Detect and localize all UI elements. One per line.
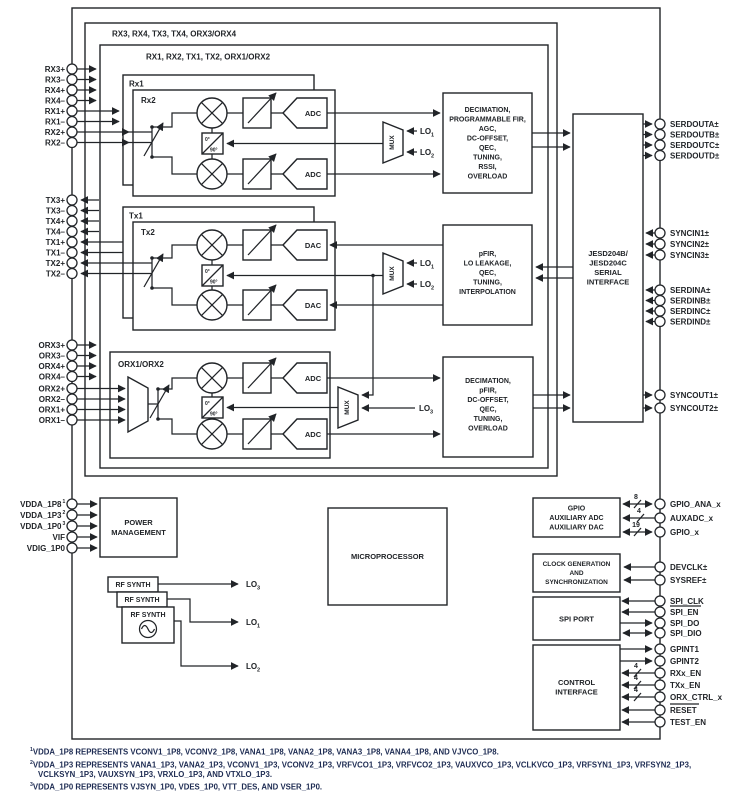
lo2-label: LO xyxy=(246,662,258,671)
pin xyxy=(67,351,77,361)
control-line: INTERFACE xyxy=(555,687,598,697)
pin xyxy=(67,106,77,116)
lo1-sub: 1 xyxy=(431,264,435,271)
pin-label: SERDINC± xyxy=(670,306,711,316)
adc-label: ADC xyxy=(304,430,322,439)
tx-dsp-line: INTERPOLATION xyxy=(459,289,516,296)
pin-label: VIF xyxy=(52,532,65,542)
pin xyxy=(655,140,665,150)
pin xyxy=(67,96,77,106)
pin-label: DEVCLK± xyxy=(670,562,708,572)
rx-dsp-line: QEC, xyxy=(478,145,497,152)
lo3-label: LO xyxy=(246,580,258,589)
pin-label: SPI_CLK xyxy=(670,596,704,606)
pin xyxy=(655,596,665,606)
pin-label: SYNCIN3± xyxy=(670,250,710,260)
footnote-sup: 2 xyxy=(30,759,33,766)
pin xyxy=(655,306,665,316)
clock-line: SYNCHRONIZATION xyxy=(545,579,608,586)
pin xyxy=(655,644,665,654)
pin xyxy=(67,340,77,350)
power-line: MANAGEMENT xyxy=(111,528,166,537)
rx1-label: Rx1 xyxy=(129,79,144,89)
lo2-sub: 2 xyxy=(257,667,261,674)
gpio-line: GPIO xyxy=(567,505,586,513)
bus-width-label: 4 xyxy=(634,675,638,682)
pin-label: TX1+ xyxy=(45,237,65,247)
pin-label: VDDA_1P3 xyxy=(20,510,62,520)
pin xyxy=(655,618,665,628)
pin-label: SERDINA± xyxy=(670,285,711,295)
pin xyxy=(67,64,77,74)
lo2-label: LO xyxy=(420,148,432,157)
pin-label: SERDINB± xyxy=(670,296,711,306)
bus-width-label: 4 xyxy=(634,663,638,670)
pin-label: SERDOUTA± xyxy=(670,119,719,129)
pin-label: SYNCIN1± xyxy=(670,228,710,238)
pin xyxy=(67,248,77,258)
lo3-sub: 3 xyxy=(430,409,434,416)
mixer-icon xyxy=(197,98,227,128)
pin-label: RX1+ xyxy=(44,106,65,116)
pin xyxy=(655,499,665,509)
pin-label: ORX3+ xyxy=(38,340,65,350)
pin xyxy=(655,513,665,523)
pin xyxy=(655,151,665,161)
pin-label: RX2+ xyxy=(44,127,65,137)
pin xyxy=(67,258,77,268)
footnote-1 xyxy=(30,745,725,758)
pin-label: GPINT2 xyxy=(670,656,699,666)
pin xyxy=(67,206,77,216)
clock-line: CLOCK GENERATION xyxy=(542,561,611,568)
pin-label: ORX2+ xyxy=(38,384,65,394)
dac-label: DAC xyxy=(304,241,322,250)
phase-0-label: 0° xyxy=(205,401,210,407)
spi-label: SPI PORT xyxy=(558,614,595,624)
orx-dsp-line: pFIR, xyxy=(479,387,497,395)
pin xyxy=(655,527,665,537)
pin xyxy=(655,239,665,249)
mux-label: MUX xyxy=(389,135,396,150)
pin xyxy=(67,195,77,205)
pin-label: TX2+ xyxy=(45,258,65,268)
pin xyxy=(67,372,77,382)
lo1-label: LO xyxy=(420,127,432,136)
clock-line: AND xyxy=(569,570,584,577)
phase-90-label: 90° xyxy=(210,147,218,154)
pin-label: ORX4+ xyxy=(38,361,65,371)
rx-dsp-line: AGC, xyxy=(478,126,497,133)
rf-synth-label: RF SYNTH xyxy=(124,597,160,604)
rf-synth-label: RF SYNTH xyxy=(115,582,151,589)
pin-label: SERDOUTB± xyxy=(670,130,720,140)
microprocessor-label: MICROPROCESSOR xyxy=(351,552,424,561)
bus-width-label: 8 xyxy=(634,494,638,501)
adc-label: ADC xyxy=(304,170,322,179)
control-line: CONTROL xyxy=(557,678,596,687)
footnote-text: VDDA_1P8 REPRESENTS VCONV1_1P8, VCONV2_1P8, VANA1_1P8, VANA2_1P8, VANA3_1P8, VANA4_1P8, AND VJVCO_1P8. xyxy=(32,747,499,757)
pin xyxy=(655,692,665,702)
phase-0-label: 0° xyxy=(205,269,210,275)
pin-label: TX3+ xyxy=(45,195,65,205)
pin xyxy=(655,705,665,715)
pin-label: ORX2– xyxy=(38,394,65,404)
tx-dsp-line: LO LEAKAGE, xyxy=(463,260,512,268)
pin xyxy=(67,543,77,553)
pin-label: SERDOUTD± xyxy=(670,151,720,161)
pin-label: SPI_DO xyxy=(670,618,700,628)
pin-label: TXx_EN xyxy=(670,680,701,690)
orx-label: ORX1/ORX2 xyxy=(118,360,164,369)
pin xyxy=(655,680,665,690)
pin xyxy=(655,285,665,295)
lo1-label: LO xyxy=(420,259,432,268)
pin xyxy=(655,130,665,140)
gpio-line: AUXILIARY ADC xyxy=(549,515,604,522)
pin xyxy=(655,403,665,413)
pin-label: RESET xyxy=(670,705,697,715)
lo2-sub: 2 xyxy=(431,153,435,160)
bus-width-label: 4 xyxy=(634,687,638,694)
pin xyxy=(67,510,77,520)
rx-dsp-line: DC-OFFSET, xyxy=(466,135,509,143)
pin-label: TX1– xyxy=(45,248,65,258)
rf-synth-label: RF SYNTH xyxy=(130,612,166,619)
rx-dsp-line: PROGRAMMABLE FIR, xyxy=(449,116,526,124)
pin xyxy=(655,717,665,727)
pin xyxy=(67,415,77,425)
pin-label: ORX4– xyxy=(38,372,65,382)
pin xyxy=(655,656,665,666)
pin-label: VDDA_1P0 xyxy=(20,521,62,531)
pin-label: RXx_EN xyxy=(670,668,702,678)
pin xyxy=(67,117,77,127)
pin-label: SYSREF± xyxy=(670,575,707,585)
mixer-icon xyxy=(197,419,227,449)
group-label-ch34: RX3, RX4, TX3, TX4, ORX3/ORX4 xyxy=(112,29,237,39)
orx-dsp-line: TUNING, xyxy=(473,416,503,423)
pin xyxy=(67,127,77,137)
phase-90-label: 90° xyxy=(210,279,218,286)
lo3-sub: 3 xyxy=(257,585,261,592)
pin-label: SERDOUTC± xyxy=(670,140,720,150)
tx2-label: Tx2 xyxy=(141,228,155,237)
bus-width-label: 4 xyxy=(637,508,641,515)
bus-width-label: 19 xyxy=(632,522,640,529)
pin-label: TX2– xyxy=(45,269,65,279)
pin-label: GPINT1 xyxy=(670,644,699,654)
tx-dsp-line: pFIR, xyxy=(478,251,497,258)
pin-label: SYNCOUT1± xyxy=(670,390,718,400)
phase-0-label: 0° xyxy=(205,137,210,143)
left-pin-labels xyxy=(20,65,65,553)
pin-label: RX4+ xyxy=(44,85,65,95)
pin-label: SERDIND± xyxy=(670,317,711,327)
phase-splitter xyxy=(202,393,223,419)
group-label-ch12: RX1, RX2, TX1, TX2, ORX1/ORX2 xyxy=(146,52,271,62)
lo1-sub: 1 xyxy=(431,132,435,139)
pin xyxy=(67,405,77,415)
footnote-text: VDDA_1P0 REPRESENTS VJSYN_1P0, VDES_1P0, VTT_DES, AND VSER_1P0. xyxy=(32,782,323,792)
orx-dsp-line: QEC, xyxy=(479,406,497,414)
mixer-icon xyxy=(197,230,227,260)
pin xyxy=(67,138,77,148)
pin xyxy=(655,296,665,306)
power-line: POWER xyxy=(124,518,153,527)
pin xyxy=(67,85,77,95)
pin-label: AUXADC_x xyxy=(670,513,714,523)
pin xyxy=(655,668,665,678)
pin-label: RX2– xyxy=(44,138,65,148)
pin xyxy=(655,119,665,129)
pin xyxy=(67,237,77,247)
pin xyxy=(655,250,665,260)
jesd-line: INTERFACE xyxy=(586,277,630,287)
pin-label: SPI_DIO xyxy=(670,628,702,638)
pin-label: ORX3– xyxy=(38,351,65,361)
rx-dsp-line: DECIMATION, xyxy=(464,107,511,114)
pin xyxy=(655,317,665,327)
pin-label: RX4– xyxy=(44,96,65,106)
right-pin-labels xyxy=(670,120,723,727)
dac-label: DAC xyxy=(304,301,322,310)
pin xyxy=(67,361,77,371)
rx-dsp-line: OVERLOAD xyxy=(467,173,508,181)
pin xyxy=(67,216,77,226)
lo1-label: LO xyxy=(246,618,258,627)
rx2-label: Rx2 xyxy=(141,96,156,105)
adc-label: ADC xyxy=(304,109,322,118)
pin xyxy=(655,607,665,617)
mixer-icon xyxy=(197,363,227,393)
lo1-sub: 1 xyxy=(257,623,261,630)
gpio-line: AUXILIARY DAC xyxy=(549,524,604,532)
jesd-line: JESD204B/ xyxy=(588,249,628,258)
orx-dsp-line: DECIMATION, xyxy=(465,378,511,385)
mixer-icon xyxy=(197,159,227,189)
phase-splitter xyxy=(202,128,223,159)
footnote-2 xyxy=(30,758,725,781)
pin xyxy=(67,521,77,531)
orx-dsp-line: OVERLOAD xyxy=(468,425,508,433)
pin xyxy=(67,394,77,404)
footnote-sup: 3 xyxy=(30,782,33,789)
rx-dsp-line: TUNING, xyxy=(473,154,502,162)
jesd-line: SERIAL xyxy=(594,268,622,277)
pin-label: ORX1– xyxy=(38,415,65,425)
tx1-label: Tx1 xyxy=(129,211,143,221)
adc-label: ADC xyxy=(304,374,322,383)
pin xyxy=(67,499,77,509)
jesd-line: JESD204C xyxy=(589,258,627,268)
tx-dsp-line: QEC, xyxy=(478,270,497,277)
pin-label: TX4– xyxy=(45,227,65,237)
mux-label: MUX xyxy=(389,266,396,281)
pin xyxy=(67,532,77,542)
pin-label: ORX1+ xyxy=(38,405,65,415)
pin-label-sup: 1 xyxy=(62,499,66,505)
phase-90-label: 90° xyxy=(210,411,218,418)
pin-label: GPIO_ANA_x xyxy=(670,499,721,509)
pin-label: RX3+ xyxy=(44,64,65,74)
pin xyxy=(655,628,665,638)
footnote-text: VDDA_1P3 REPRESENTS VANA1_1P3, VANA2_1P3, VCONV1_1P3, VCONV2_1P3, VRFVCO1_1P3, VRFVCO2_1P3, VAUXVCO_1P3, VCLKVCO_1P3, VRFSYN1_1P3, VRFSYN2_1P3, VCLKSYN_1P3, VAUXSYN_1P3, VRXLO_1P3, AND VTXLO_1P3. xyxy=(32,760,692,780)
pin-label: TX3– xyxy=(45,206,65,216)
pin xyxy=(67,227,77,237)
phase-splitter xyxy=(202,260,223,290)
pin-label: RX3– xyxy=(44,75,65,85)
mixer-icon xyxy=(197,290,227,320)
footnote-3 xyxy=(30,780,725,793)
lo3-label: LO xyxy=(419,404,431,413)
orx-dsp-line: DC-OFFSET, xyxy=(467,397,509,404)
pin xyxy=(655,575,665,585)
footnote-sup: 1 xyxy=(30,747,33,753)
pin xyxy=(67,269,77,279)
pin-label: ORX_CTRL_x xyxy=(670,692,723,702)
pin xyxy=(67,384,77,394)
pin-label: GPIO_x xyxy=(670,527,699,537)
pin-label: RX1– xyxy=(44,117,65,127)
pin xyxy=(655,390,665,400)
rx-dsp-line: RSSI, xyxy=(478,164,497,171)
lo2-sub: 2 xyxy=(431,285,435,292)
pin-label: VDDA_1P8 xyxy=(20,499,62,509)
pin xyxy=(67,75,77,85)
pin-label: TEST_EN xyxy=(670,717,707,727)
pin-label: SPI_EN xyxy=(670,607,699,617)
pin-label: SYNCOUT2± xyxy=(670,403,718,413)
pin-label: TX4+ xyxy=(45,216,65,226)
lo2-label: LO xyxy=(420,280,432,289)
pin xyxy=(655,562,665,572)
pin xyxy=(655,228,665,238)
pin-label: VDIG_1P0 xyxy=(26,543,65,553)
mux-label: MUX xyxy=(344,400,351,415)
footnotes xyxy=(30,745,725,793)
pin-label-sup: 3 xyxy=(62,521,66,527)
tx-dsp-line: TUNING, xyxy=(473,279,502,287)
pin-label-sup: 2 xyxy=(62,510,66,516)
pin-label: SYNCIN2± xyxy=(670,239,710,249)
